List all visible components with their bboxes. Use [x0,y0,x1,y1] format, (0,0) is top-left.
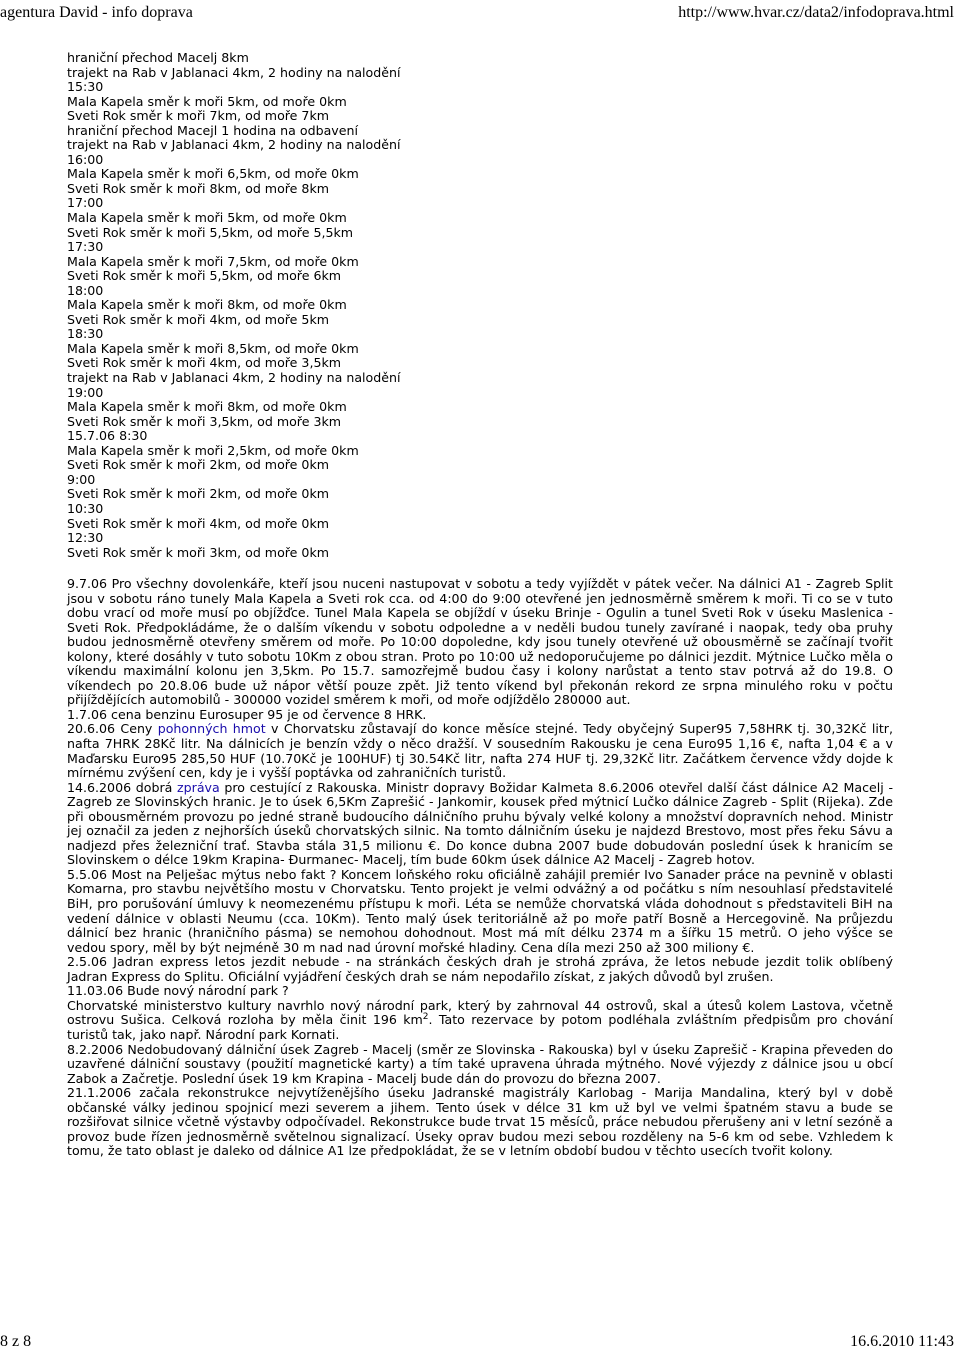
news-item-21-1-2006: 21.1.2006 začala rekonstrukce nejvytíženějšího úseku Jadranské magistrály Karlobag - Marija Mandalina, který byl v době občanské války jedinou spojnicí mezi severem a jihem. Tento úsek v délce 31 km už byl ve velmi špatném stavu a bude se rozšiřovat silnice včetně výstavby odpočívadel. Rekonstrukce bude trvat 15 měsíců, práce nebudou přerušeny ani v letní sezóně a provoz bude řízen jednosměrně světelnou signalizací. Úseky oprav budou mezi sebou rozděleny na 5-6 km od sebe. Vzhledem k tomu, že tato oblast je daleko od dálnice A1 lze předpokládat, že se v letním období budou v těchto usecích tvořit kolony. [67,1085,893,1159]
log-line: Sveti Rok směr k moři 3,5km, od moře 3km [67,414,342,429]
news-item-8-2-2006: 8.2.2006 Nedobudovaný dálniční úsek Zagreb - Macelj (směr ze Slovinska - Rakouska) byl v úseku Zaprešič - Krapina převeden do uzavřené dálniční soustavy (použití magnetické karty) a tím také upravena úhrada mýtného. Nové výjezdy z dálnice jsou u obcí Zabok a Začretje. Poslední úsek 19 km Krapina - Macelj bude dán do provozu do března 2007. [67,1041,893,1086]
news-text: . Tato rezervace by potom podléhala zvláštním předpisům pro chování turistů tak, jako např. Národní park Kornati. [67,1012,893,1042]
news-report-link[interactable]: zpráva [177,779,220,795]
page-counter: 8 z 8 [0,1333,32,1350]
news-item-14-6-2006 [67,781,893,868]
print-timestamp: 16.6.2010 11:43 [850,1333,954,1350]
traffic-log [67,51,887,560]
news-text: v Chorvatsku zůstavají do konce měsíce stejné. Tedy obyčejný Super95 7,58HRK tj. 30,32Kč litr, nafta 7HRK 28Kč litr. Na dálnicích je benzín vždy o něco dražší. V sousedním Rakousku je cena Euro95 1,16 €, nafta 1,04 € a v Maďarsku Euro95 285,50 HUF (10.70Kč je 100HUF) tj 30.54Kč litr, nafta 274 HUF tj. 29,32Kč litr. Začátkem července vždy dojde k mírnému zvýšení cen, kdy je i vyšší poptávka od zahraničních turistů. [67,721,893,781]
log-line: Sveti Rok směr k moři 5,5km, od moře 5,5km [67,225,354,240]
news-item-5-5-06: 5.5.06 Most na Pelješac mýtus nebo fakt ? Koncem loňského roku oficiálně zahájil premiér Ivo Sanader práce na pevnině v oblasti Komarna, pro stavbu největšího mostu v Chorvatsku. Tento projekt je velmi odvážný a od počátku s ním nesouhlasí představitelé BiH, pro porušování úmluvy k neomezenému přístupu k moři. Léta se nemůže chorvatská vláda dohodnout s představiteli BiH na vedení dálnice v oblasti Neumu (cca. 10Km). Tento malý úsek teritoriálně až po moře patří Bosně a Hercegovině. Na průjezdu dálnicí bez hranic (hraničního pásma) se nemohou dohodnout. Most má mít délku 2374 m a šířku 15 metrů. O jeho výšce se vedou spory, měl by být nejméně 30 m nad nad úrovní mořské hladiny. Cena díla mezi 250 až 300 miliony €. [67,866,893,955]
log-line: trajekt na Rab v Jablanaci 4km, 2 hodiny na nalodění [67,65,401,80]
log-line: Mala Kapela směr k moři 2,5km, od moře 0km [67,443,359,458]
news-item-9-7-06: 9.7.06 Pro všechny dovolenkáře, kteří jsou nuceni nastupovat v sobotu a tedy vyjíždět v pátek večer. Na dálnici A1 - Zagreb Split jsou v sobotu ráno tunely Mala Kapela a Sveti rok cca. od 4:00 do 9:00 otevřené jen jednosměrně směrem k moři. Ti co se v tuto dobu vrací od moře musí po objížďce. Tunel Mala Kapela se objíždí v úseku Brinje - Ogulin a tunel Sveti Rok v úseku Maslenica - Sveti Rok. Předpokládáme, že o dalším víkendu v sobotu odpoledne a v neděli budou tunely zavírané i naopak, tedy oba pruhy budou jednosměrně otevřeny směrem od moře. Po 10:00 dopoledne, kdy jsou tunely otevřené už obousměrně se začínají tvořit kolony, které dosáhly v tuto sobotu 10Km z obou stran. Proto po 10:00 už nedoporučujeme po dálnici jezdit. Mýtnice Lučko měla o víkendu maximální kolonu jen 3,5km. Po 15.7. samozřejmě budou časy i kolony narůstat a tento stav potrvá až do 19.8. O víkendech po 20.8.06 bude už nápor větší pouze zpět. Již tento víkend byl překonán rekord ze srpna minulého roku v počtu přijíždějících automobilů - 300000 vozidel směrem k moři, od moře odjíždělo 280000 aut. [67,576,893,708]
log-line: trajekt na Rab v Jablanaci 4km, 2 hodiny na nalodění [67,138,401,153]
log-line: Sveti Rok směr k moři 7km, od moře 7km [67,109,330,124]
page-header-url: http://www.hvar.cz/data2/infodoprava.html [678,4,954,21]
log-line: 9:00 [67,472,96,487]
log-line: Sveti Rok směr k moři 5,5km, od moře 6km [67,269,342,284]
log-line: 10:30 [67,501,104,516]
log-line: 19:00 [67,385,104,400]
log-line: Mala Kapela směr k moři 5km, od moře 0km [67,94,347,109]
log-line: Mala Kapela směr k moři 7,5km, od moře 0km [67,254,359,269]
log-line: Sveti Rok směr k moři 8km, od moře 8km [67,181,330,196]
news-item-20-6-06 [67,722,893,780]
news-text: Chorvatské ministerstvo kultury navrhlo nový národní park, který by zahrnoval 44 ostrovů, skal a útesů kolem Lastova, včetně ostrovu Sušica. Celková rozloha by měla činit 196 km [67,997,893,1028]
news-text: 20.6.06 Ceny [67,721,158,737]
news-text: 14.6.2006 dobrá [67,779,178,795]
news-item-national-park [67,999,893,1043]
page-header-title: agentura David - info doprava [0,4,193,21]
log-line: Mala Kapela směr k moři 8,5km, od moře 0km [67,341,359,356]
log-line: Mala Kapela směr k moři 8km, od moře 0km [67,298,347,313]
news-item-2-5-06: 2.5.06 Jadran express letos jezdit nebude - na stránkách českých drah je strohá zpráva, že letos nebude jezdit tolik oblíbený Jadran Express do Splitu. Oficiální vyjádření českých drah se nám nepodařilo získat, z jakých důvodů byl zrušen. [67,954,893,984]
log-line: Mala Kapela směr k moři 5km, od moře 0km [67,211,347,226]
log-line: trajekt na Rab v Jablanaci 4km, 2 hodiny na nalodění [67,371,401,386]
log-line: 15.7.06 8:30 [67,429,148,444]
log-line: 12:30 [67,531,104,546]
news-item-11-03-06: 11.03.06 Bude nový národní park ? [67,983,289,999]
log-line: 15:30 [67,80,104,95]
superscript: 2 [422,1012,429,1023]
log-line: Sveti Rok směr k moři 2km, od moře 0km [67,458,330,473]
log-line: 18:30 [67,327,104,342]
news-item-1-7-06: 1.7.06 cena benzinu Eurosuper 95 je od července 8 HRK. [67,706,427,722]
log-line: Sveti Rok směr k moři 4km, od moře 0km [67,516,330,531]
log-line: Sveti Rok směr k moři 2km, od moře 0km [67,487,330,502]
log-line: 17:30 [67,240,104,255]
log-line: Mala Kapela směr k moři 6,5km, od moře 0km [67,167,359,182]
log-line: hraniční přechod Macejl 1 hodina na odbavení [67,123,358,138]
log-line: 17:00 [67,196,104,211]
log-line: Sveti Rok směr k moři 4km, od moře 3,5km [67,356,342,371]
log-line: hraniční přechod Macelj 8km [67,51,249,65]
log-line: Sveti Rok směr k moři 3km, od moře 0km [67,545,330,560]
log-line: 16:00 [67,152,104,167]
news-text: pro cestující z Rakouska. Ministr dopravy Božidar Kalmeta 8.6.2006 otevřel další část dálnice A2 Macelj - Zagreb ze Slovinských hranic. Je to úsek 6,5Km Zaprešić - Jankomir, kousek před mýtnicí Lučko dálnice Zagreb - Split (Rijeka). Zde při obousměrném provozu po jedné straně budoucího dálničního pruhu bývaly velké kolony a množství dopravních nehod. Ministr jej označil za jeden z nejhorších úseků chorvatských silnic. Na tomto dálničním úseku je najdezd Brestovo, most přes řeku Sávu a nadjezd přes železniční trať. Stavba stála 31,5 milionu €. Do konce dubna 2007 bude dobudován poslední úsek k hranicím se Slovinskem o délce 19km Krapina- Đurmanec- Macelj, tím bude 60km úsek dálnice A2 Macelj - Zagreb hotov. [67,779,893,868]
fuel-prices-link[interactable]: pohonných hmot [157,721,266,737]
log-line: Mala Kapela směr k moři 8km, od moře 0km [67,400,347,415]
news-section [67,577,893,1159]
log-line: 18:00 [67,283,104,298]
log-line: Sveti Rok směr k moři 4km, od moře 5km [67,312,330,327]
